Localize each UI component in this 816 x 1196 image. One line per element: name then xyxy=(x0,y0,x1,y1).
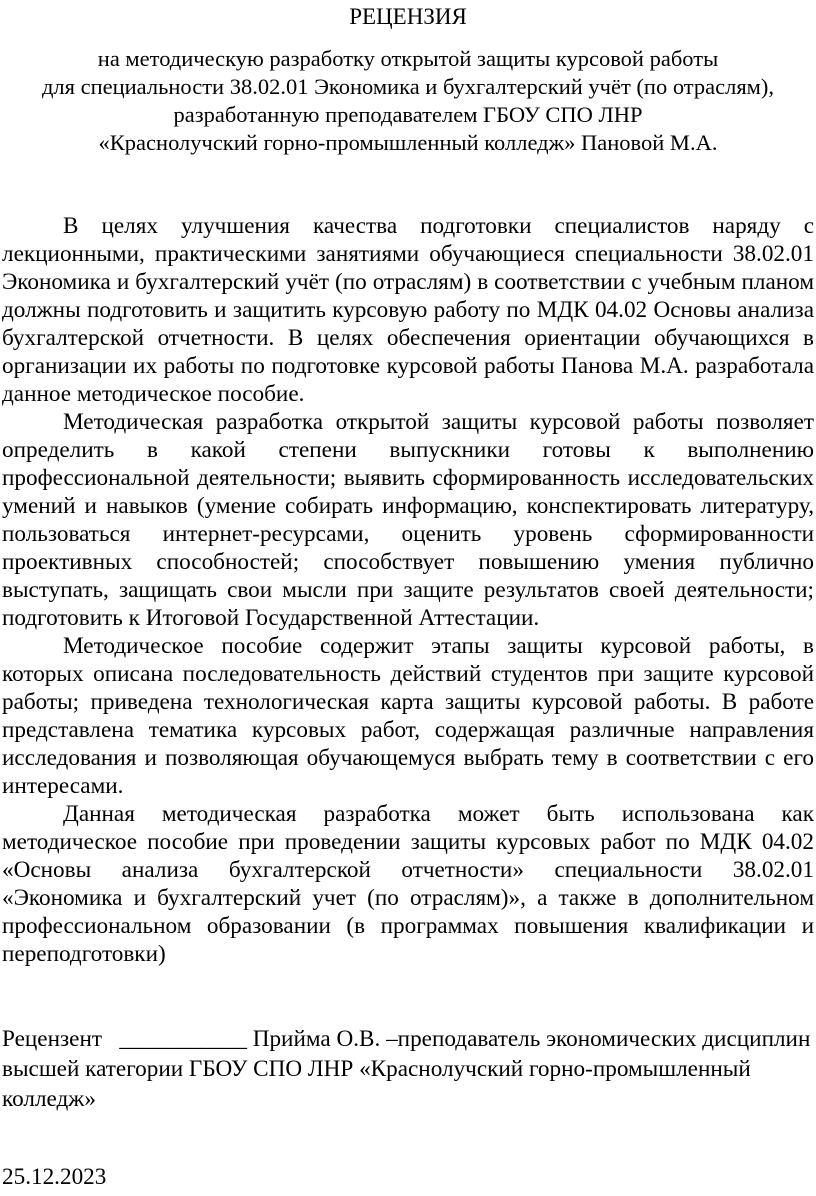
reviewer-text: Прийма О.В. –преподаватель экономических дисциплин высшей категории ГБОУ СПО ЛНР «Краснолучский горно-промышленный колледж» xyxy=(2,1026,811,1112)
document-body xyxy=(2,212,814,968)
reviewer-label: Рецензент xyxy=(2,1026,102,1052)
paragraph-1: В целях улучшения качества подготовки специалистов наряду с лекционными, практическими занятиями обучающиеся специальности 38.02.01 Экономика и бухгалтерский учёт (по отраслям) в соответствии с учебным планом должны подготовить и защитить курсовую работу по МДК 04.02 Основы анализа бухгалтерской отчетности. В целях обеспечения ориентации обучающихся в организации их работы по подготовке курсовой работы Панова М.А. разработала данное методическое пособие. xyxy=(2,213,814,407)
document-subtitle xyxy=(2,45,814,157)
signature-line: ___________ xyxy=(119,1026,247,1052)
subtitle-line-3: разработанную преподавателем ГБОУ СПО ЛНР xyxy=(173,102,643,127)
subtitle-line-1: на методическую разработку открытой защиты курсовой работы xyxy=(97,46,719,71)
subtitle-line-4: «Краснолучский горно-промышленный колледж» Пановой М.А. xyxy=(98,130,718,155)
paragraph-2: Методическая разработка открытой защиты курсовой работы позволяет определить в какой степени выпускники готовы к выполнению профессиональной деятельности; выявить сформированность исследовательских умений и навыков (умение собирать информацию, конспектировать литературу, пользоваться интернет-ресурсами, оценить уровень сформированности проективных способностей; способствует повышению умения публично выступать, защищать свои мысли при защите результатов своей деятельности; подготовить к Итоговой Государственной Аттестации. xyxy=(2,409,814,631)
document-header xyxy=(2,3,814,157)
subtitle-line-2: для специальности 38.02.01 Экономика и бухгалтерский учёт (по отраслям), xyxy=(41,74,775,99)
document-title: РЕЦЕНЗИЯ xyxy=(349,4,467,29)
paragraph-3: Методическое пособие содержит этапы защиты курсовой работы, в которых описана последовательность действий студентов при защите курсовой работы; приведена технологическая карта защиты курсовой работы. В работе представлена тематика курсовых работ, содержащая различные направления исследования и позволяющая обучающемуся выбрать тему в соответствии с его интересами. xyxy=(2,633,814,799)
document-date: 25.12.2023 xyxy=(2,1164,107,1190)
paragraph-4: Данная методическая разработка может быть использована как методическое пособие при проведении защиты курсовых работ по МДК 04.02 «Основы анализа бухгалтерской отчетности» специальности 38.02.01 «Экономика и бухгалтерский учет (по отраслям)», а также в дополнительном профессиональном образовании (в программах повышения квалификации и переподготовки) xyxy=(2,801,814,967)
reviewer-block xyxy=(2,1024,814,1114)
